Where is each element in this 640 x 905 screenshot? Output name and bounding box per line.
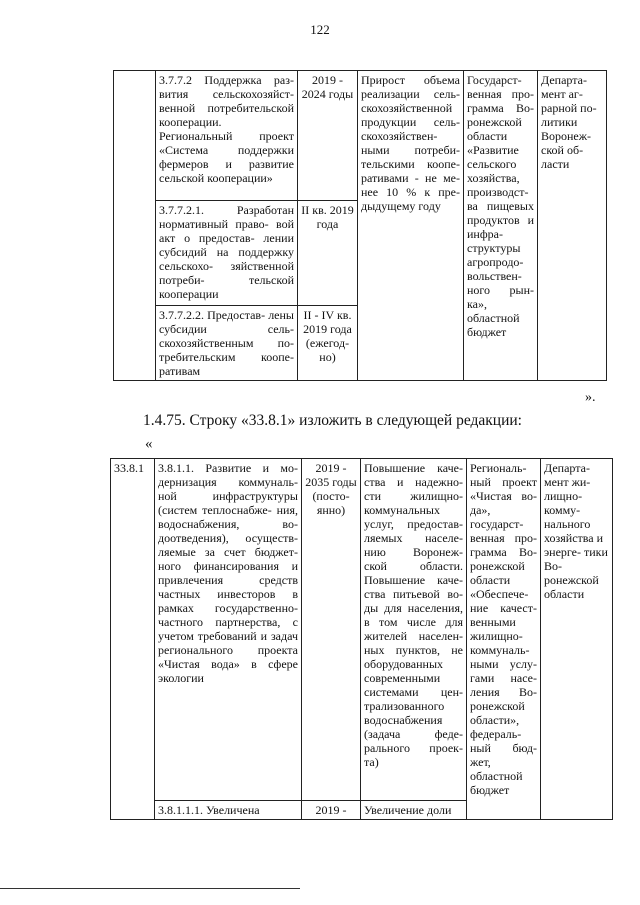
code-cell: 33.8.1 (111, 459, 155, 820)
period-cell: 2019 - 2024 годы (298, 71, 358, 201)
page-number: 122 (310, 22, 330, 37)
result-cell: Прирост объема реализации сель- скохозяйственной продукции сель- скохозяйствен- ными потреби- тельскими коопе- ративами - не ме- нее 10 % к пре- дыдущему году (358, 71, 464, 381)
program-source-cell: Государст- венная про- грамма Во- ронежской области «Развитие сельского хозяйства, производст- ва пищевых продуктов и инфра- структуры агропродо- вольствен- ного рын- ка», областной бюджет (464, 71, 538, 381)
amendment-paragraph: 1.4.75. Строку «33.8.1» изложить в следующей редакции: (143, 412, 522, 429)
executor-cell: Департа- мент жи- лищно- комму- нального хозяйства и энерге- тики Во- ронежской области (541, 459, 613, 820)
table-row (114, 71, 607, 201)
footer-rule (0, 888, 300, 889)
code-cell (114, 71, 156, 381)
submeasure-name-cell: 3.8.1.1.1. Увеличена (155, 800, 302, 819)
closing-quote: ». (585, 390, 596, 405)
program-table-bottom (110, 458, 613, 820)
submeasure-period-cell: 2019 - (302, 800, 361, 819)
program-table-top (113, 70, 607, 381)
program-source-cell: Региональ- ный проект «Чистая во- да», государст- венная про- грамма Во- ронежской области «Обеспече- ние качест- венными жилищно- коммуналь- ными услу- гами насе- ления Во- ронежской области», федераль- ный бюд- жет, областной бюджет (467, 459, 541, 820)
submeasure-result-cell: Увеличение доли (361, 800, 467, 819)
period-cell: 2019 - 2035 годы (посто- янно) (302, 459, 361, 801)
submeasure-period-cell: II - IV кв. 2019 года (ежегод- но) (298, 305, 358, 381)
submeasure-period-cell: II кв. 2019 года (298, 200, 358, 305)
measure-name-cell: 3.8.1.1. Развитие и мо- дернизация коммуналь- ной инфраструктуры (систем теплоснабже- ния, водоснабжения, во- доотведения), осуществ- ляемые за счет бюджет- ного финансирования и привлечения средств частных инвесторов в рамках государственно- частного партнерства, с учетом требований и задач регионального проекта «Чистая вода» в сфере экологии (155, 459, 302, 801)
submeasure-name-cell: 3.7.7.2.2. Предостав- лены субсидии сель- скохозяйственным по- требительским коопе- ративам (156, 305, 298, 381)
submeasure-name-cell: 3.7.7.2.1. Разработан нормативный право- вой акт о предостав- лении субсидий на поддержку сельскохо- зяйственной потреби- тельской кооперации (156, 200, 298, 305)
table-row (111, 459, 613, 801)
measure-name-cell: 3.7.7.2 Поддержка раз- вития сельскохозяйст- венной потребительской кооперации. Региональный проект «Система поддержки фермеров и развитие сельской кооперации» (156, 71, 298, 201)
result-cell: Повышение каче- ства и надежно- сти жилищно- коммунальных услуг, предостав- ляемых населе- нию Воронеж- ской области. Повышение каче- ства питьевой во- ды для населения, в том числе для жителей населен- ных пунктов, не оборудованных современными системами цен- трализованного водоснабжения (задача феде- рального проек- та) (361, 459, 467, 801)
executor-cell: Департа- мент аг- рарной по- литики Воронеж- ской об- ласти (538, 71, 607, 381)
opening-quote: « (145, 436, 153, 452)
